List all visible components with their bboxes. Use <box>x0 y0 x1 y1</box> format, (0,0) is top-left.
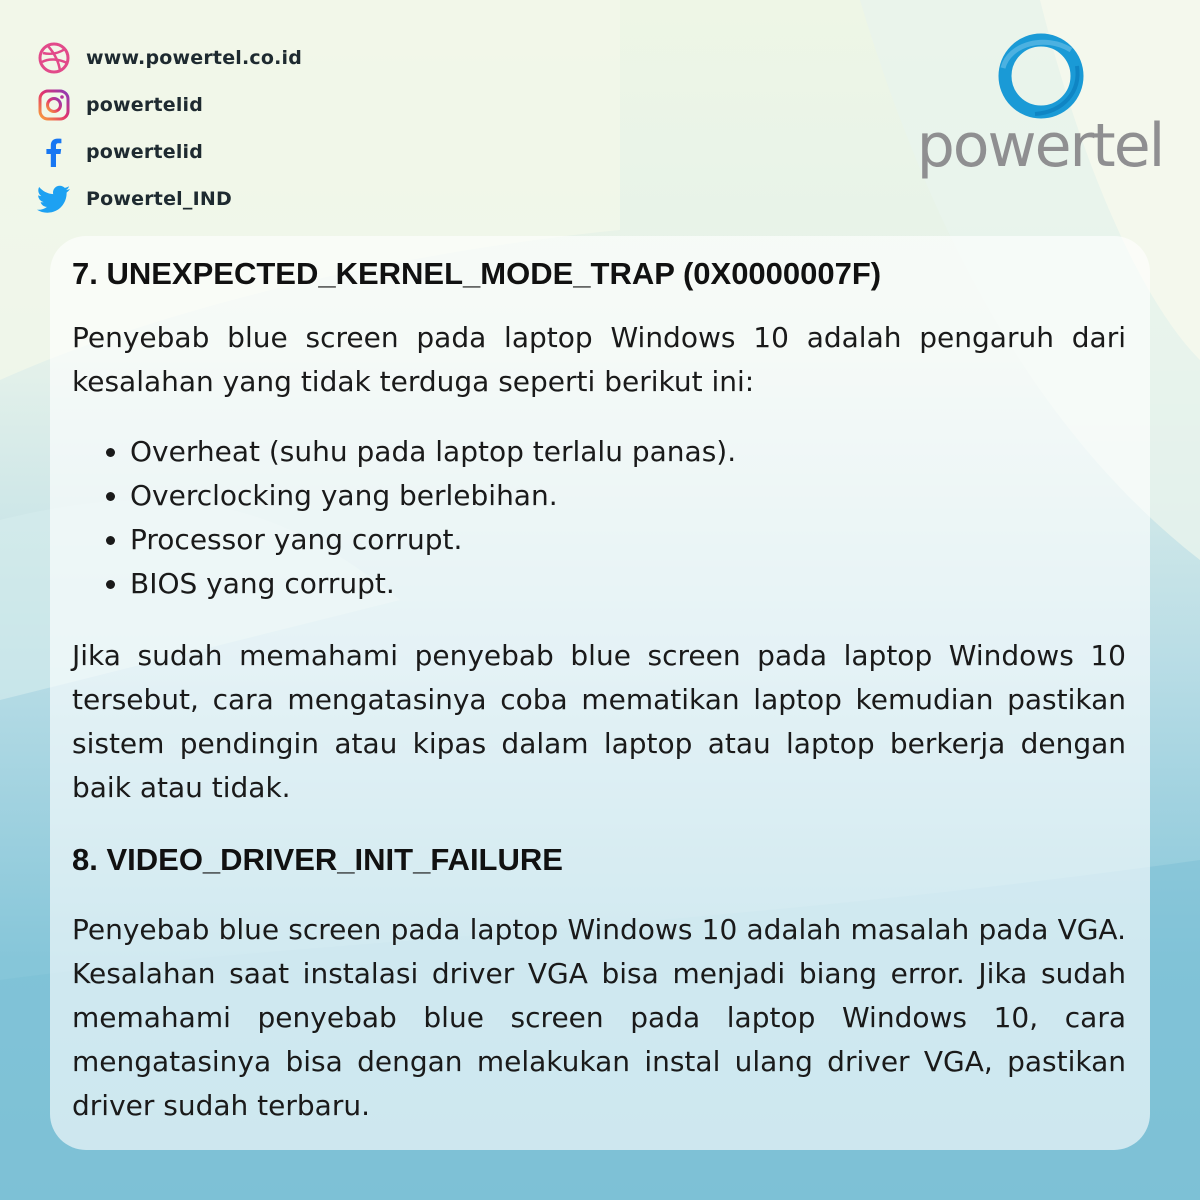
section-7-bullet-list <box>72 430 1126 606</box>
section-8-body: Penyebab blue screen pada laptop Windows 10 adalah masalah pada VGA. Kesalahan saat instalasi driver VGA bisa menjadi biang error. Jika sudah memahami penyebab blue screen pada laptop Windows 10, cara mengatasinya bisa dengan melakukan instal ulang driver VGA, pastikan driver sudah terbaru. <box>72 913 1126 1122</box>
logo-text: powertel <box>916 111 1164 181</box>
dribbble-icon <box>36 40 72 76</box>
section-7-heading: 7. UNEXPECTED_KERNEL_MODE_TRAP (0X0000007F) <box>72 256 882 291</box>
powertel-logo <box>905 28 1175 181</box>
facebook-icon <box>36 134 72 170</box>
social-facebook-label: powertelid <box>86 140 204 163</box>
instagram-icon <box>36 87 72 123</box>
list-item: • Overclocking yang berlebihan. <box>130 474 1126 518</box>
social-instagram-label: powertelid <box>86 93 204 116</box>
list-item: • BIOS yang corrupt. <box>130 562 1126 606</box>
section-7-intro: Penyebab blue screen pada laptop Windows 10 adalah pengaruh dari kesalahan yang tidak terduga seperti berikut ini: <box>72 321 1126 398</box>
section-8-heading: 8. VIDEO_DRIVER_INIT_FAILURE <box>72 842 563 877</box>
section-7-body: Jika sudah memahami penyebab blue screen pada laptop Windows 10 tersebut, cara mengatasinya coba mematikan laptop kemudian pastikan sistem pendingin atau kipas dalam laptop atau laptop berkerja dengan baik atau tidak. <box>72 639 1126 804</box>
social-facebook[interactable] <box>36 128 302 175</box>
list-item: • Overheat (suhu pada laptop terlalu panas). <box>130 430 1126 474</box>
list-item: • Processor yang corrupt. <box>130 518 1126 562</box>
content-card <box>50 236 1150 1150</box>
social-twitter[interactable] <box>36 175 302 222</box>
twitter-icon <box>36 181 72 217</box>
social-instagram[interactable] <box>36 81 302 128</box>
social-website-label: www.powertel.co.id <box>86 46 303 69</box>
social-twitter-label: Powertel_IND <box>86 187 232 210</box>
social-website[interactable] <box>36 34 302 81</box>
social-links <box>36 34 302 222</box>
